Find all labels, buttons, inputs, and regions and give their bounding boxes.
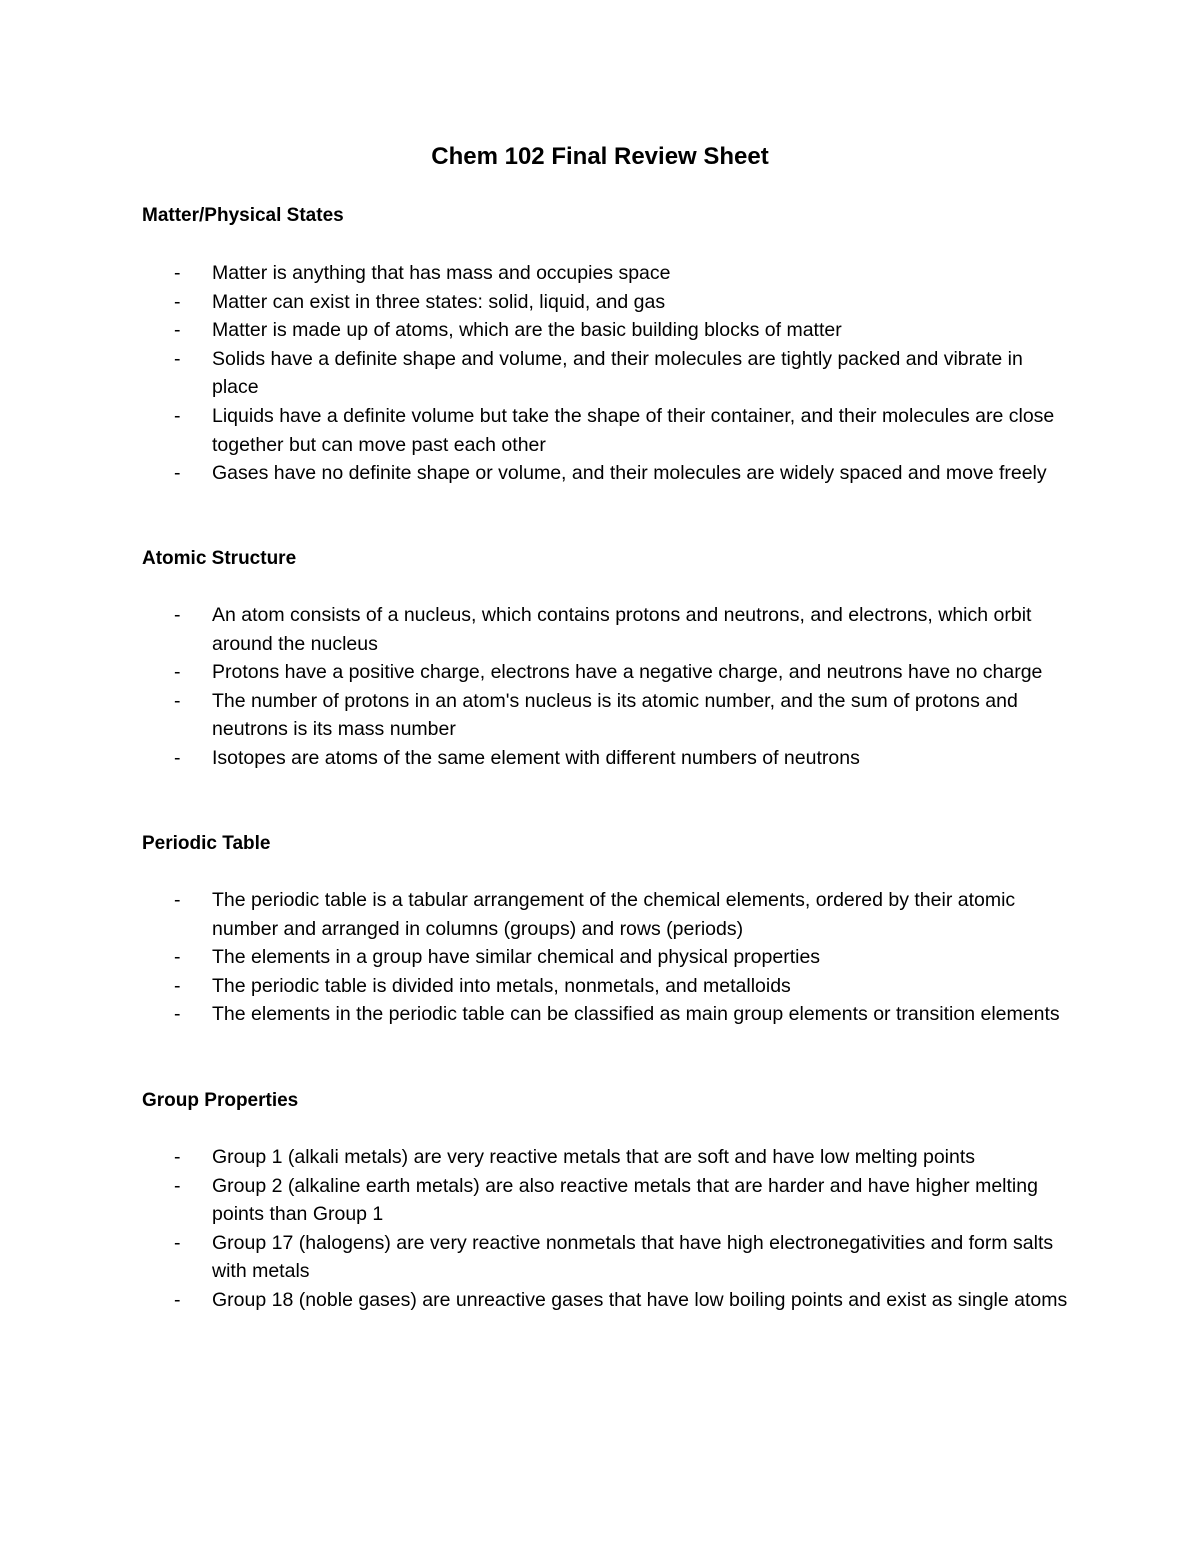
bullet-dash: -: [174, 889, 181, 911]
list-item: - Matter can exist in three states: solid, liquid, and gas: [142, 288, 1072, 317]
bullet-dash: -: [174, 1231, 181, 1254]
section-heading-periodic-table: Periodic Table: [142, 833, 271, 854]
bullet-dash: -: [174, 1174, 181, 1197]
list-item: - Matter is made up of atoms, which are the basic building blocks of matter: [142, 316, 1072, 345]
bullet-dash: -: [174, 661, 181, 684]
bullet-dash: -: [174, 1288, 181, 1311]
list-item: - The periodic table is a tabular arrangement of the chemical elements, ordered by their atomic number and arranged in columns (groups) and rows (periods): [142, 886, 1072, 943]
list-item: - Protons have a positive charge, electrons have a negative charge, and neutrons have no charge: [142, 658, 1072, 687]
bullet-dash: -: [174, 290, 181, 313]
page-title: Chem 102 Final Review Sheet: [431, 143, 769, 170]
section-list-group-properties: [142, 1143, 1072, 1315]
list-item: - The elements in the periodic table can be classified as main group elements or transition elements: [142, 1000, 1072, 1029]
list-item: - Group 18 (noble gases) are unreactive gases that have low boiling points and exist as single atoms: [142, 1286, 1072, 1315]
list-item: - Matter is anything that has mass and occupies space: [142, 259, 1072, 288]
bullet-dash: -: [174, 319, 181, 342]
bullet-dash: -: [174, 262, 181, 284]
list-item: - Group 17 (halogens) are very reactive nonmetals that have high electronegativities and form salts with metals: [142, 1229, 1072, 1286]
list-item: - Liquids have a definite volume but take the shape of their container, and their molecules are close together but can move past each other: [142, 402, 1072, 459]
bullet-dash: -: [174, 1146, 181, 1168]
bullet-dash: -: [174, 462, 181, 485]
section-list-atomic-structure: [142, 601, 1072, 773]
list-item: - Isotopes are atoms of the same element with different numbers of neutrons: [142, 744, 1072, 773]
bullet-dash: -: [174, 946, 181, 969]
list-item: - Group 1 (alkali metals) are very reactive metals that are soft and have low melting points: [142, 1143, 1072, 1172]
section-list-periodic-table: [142, 886, 1072, 1029]
bullet-dash: -: [174, 974, 181, 997]
bullet-dash: -: [174, 1003, 181, 1026]
section-list-matter: [142, 259, 1072, 488]
list-item: - The elements in a group have similar chemical and physical properties: [142, 943, 1072, 972]
section-heading-atomic-structure: Atomic Structure: [142, 548, 297, 569]
list-item: - The number of protons in an atom's nucleus is its atomic number, and the sum of protons and neutrons is its mass number: [142, 687, 1072, 744]
bullet-dash: -: [174, 404, 181, 427]
section-heading-group-properties: Group Properties: [142, 1090, 299, 1111]
list-item: - Gases have no definite shape or volume, and their molecules are widely spaced and move freely: [142, 459, 1072, 488]
bullet-dash: -: [174, 604, 181, 626]
bullet-dash: -: [174, 746, 181, 769]
list-item: - Solids have a definite shape and volume, and their molecules are tightly packed and vibrate in place: [142, 345, 1072, 402]
bullet-dash: -: [174, 689, 181, 712]
list-item: - The periodic table is divided into metals, nonmetals, and metalloids: [142, 972, 1072, 1001]
list-item: - An atom consists of a nucleus, which contains protons and neutrons, and electrons, which orbit around the nucleus: [142, 601, 1072, 658]
list-item: - Group 2 (alkaline earth metals) are also reactive metals that are harder and have higher melting points than Group 1: [142, 1172, 1072, 1229]
section-heading-matter: Matter/Physical States: [142, 205, 344, 226]
bullet-dash: -: [174, 347, 181, 370]
